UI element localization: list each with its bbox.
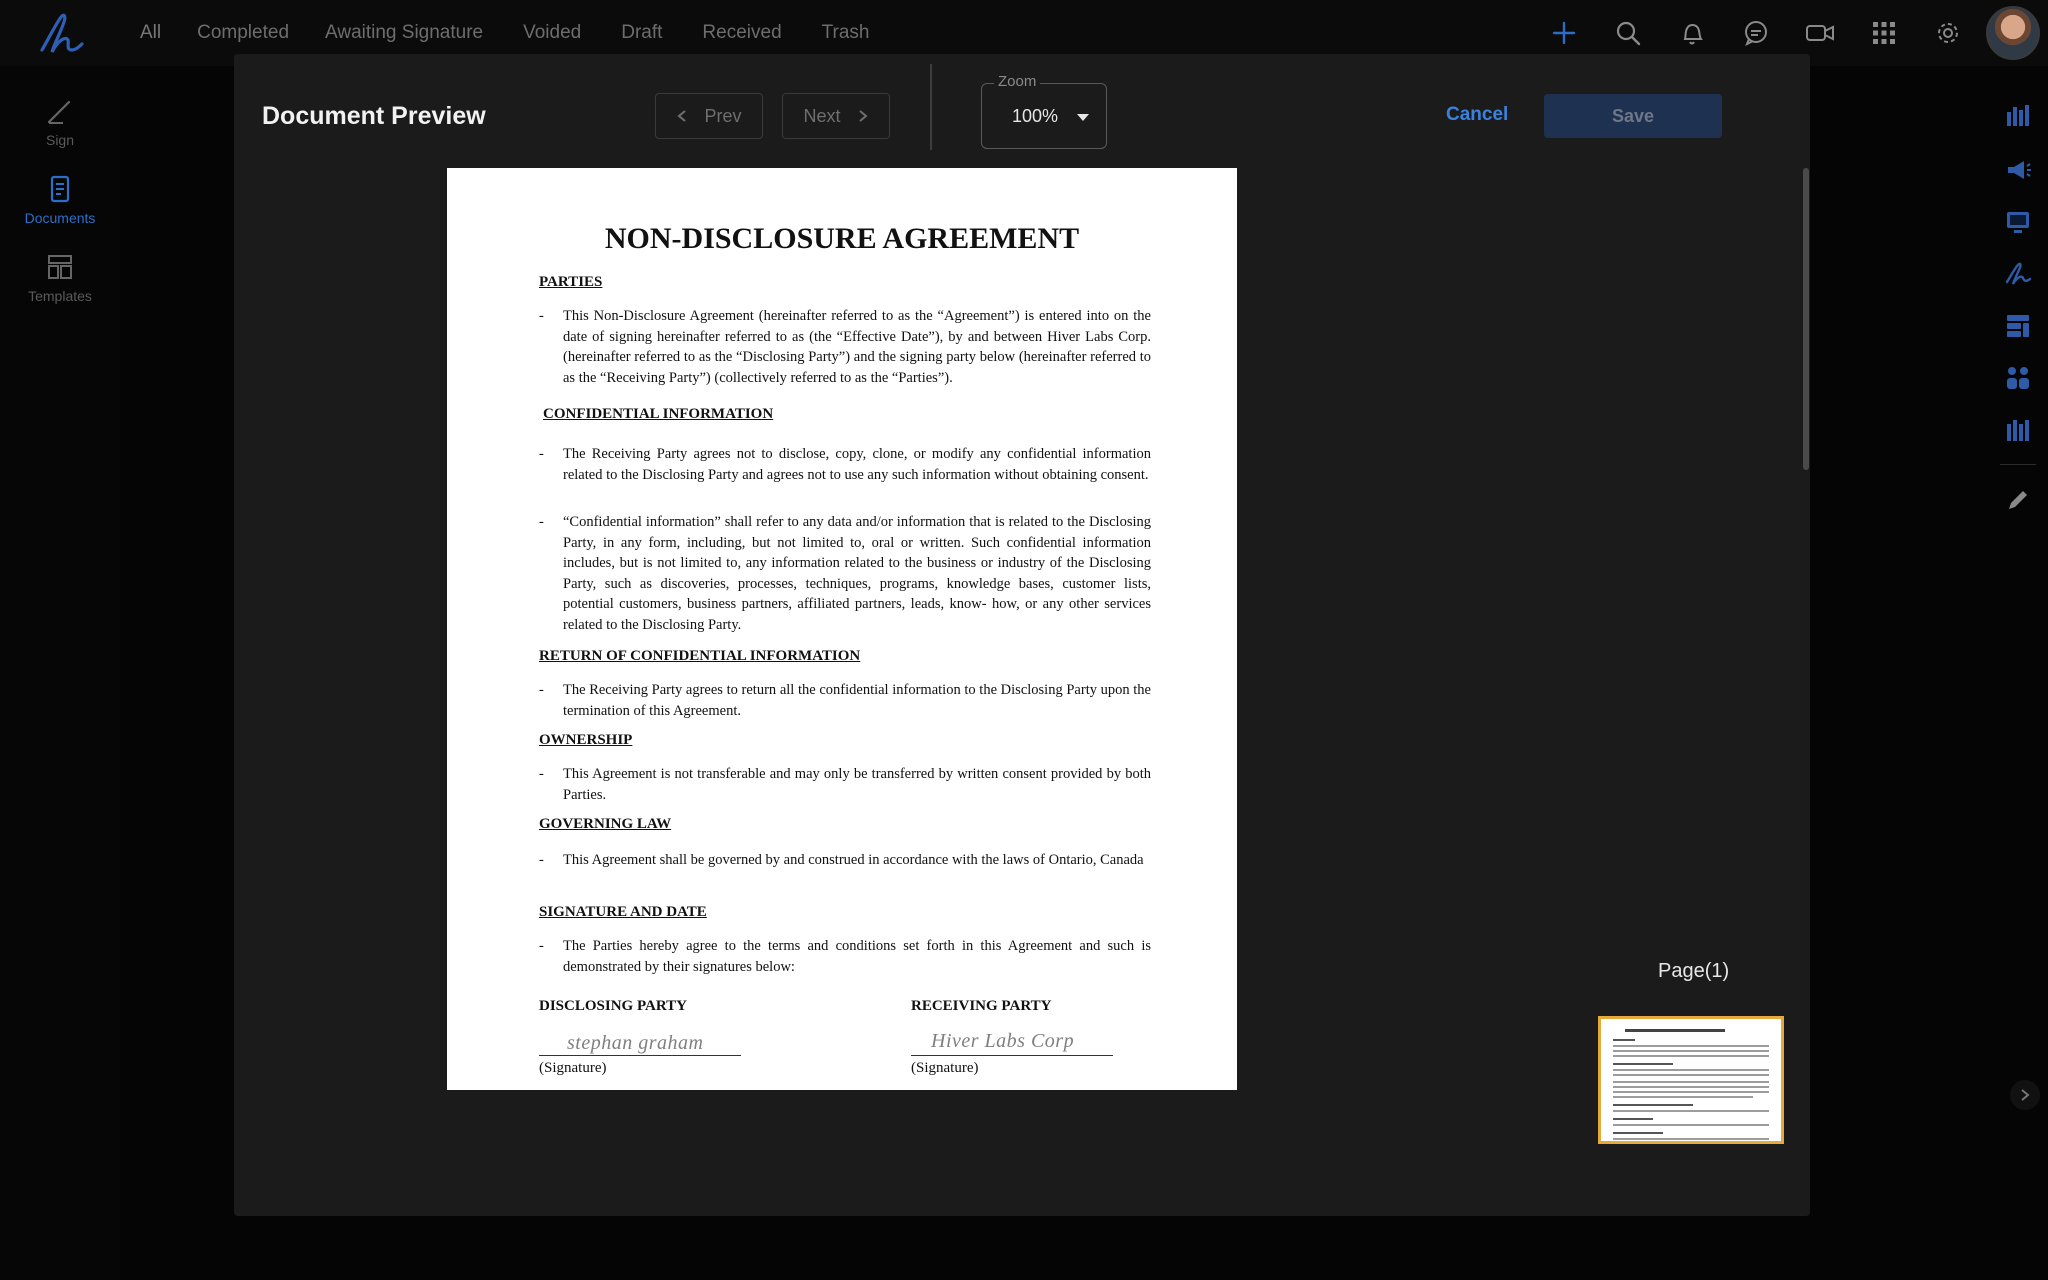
chevron-right-icon — [2019, 1088, 2031, 1102]
signature-caption: (Signature) — [911, 1060, 979, 1076]
bullet-dash: - — [539, 308, 544, 324]
monitor-icon[interactable] — [2004, 208, 2032, 236]
receiving-party-label: RECEIVING PARTY — [911, 998, 1052, 1014]
chat-bubble-icon — [1742, 19, 1770, 47]
gear-icon — [1934, 19, 1962, 47]
modal-title: Document Preview — [262, 102, 486, 130]
paragraph-text: This Agreement shall be governed by and construed in accordance with the laws of Ontario, Canada — [563, 852, 1144, 868]
tab-received[interactable]: Received — [702, 22, 782, 43]
page-indicator: Page(1) — [1658, 960, 1730, 982]
pen-icon — [45, 96, 75, 126]
rail-divider — [2000, 464, 2036, 465]
edit-pencil-icon[interactable] — [2004, 486, 2032, 514]
apps-grid-icon — [1871, 20, 1897, 46]
left-sidebar — [0, 66, 120, 1280]
bell-icon — [1678, 19, 1706, 47]
bullet-dash: - — [539, 514, 544, 530]
tab-voided[interactable]: Voided — [523, 22, 582, 43]
template-icon — [45, 252, 75, 282]
paragraph-text: This Agreement is not transferable and may only be transferred by written consent provided by both Parties. — [563, 766, 1151, 803]
paragraph — [539, 850, 1151, 871]
analytics-bars-icon[interactable] — [2004, 102, 2032, 130]
paragraph — [539, 764, 1151, 805]
cancel-button[interactable]: Cancel — [1446, 104, 1509, 125]
tab-draft[interactable]: Draft — [621, 22, 663, 43]
plus-icon — [1550, 19, 1578, 47]
expand-rail-button[interactable] — [2010, 1080, 2040, 1110]
toolbar-divider — [930, 64, 932, 150]
paragraph — [539, 936, 1151, 977]
bullet-dash: - — [539, 682, 544, 698]
tab-awaiting-signature[interactable]: Awaiting Signature — [325, 22, 484, 43]
section-heading: OWNERSHIP — [539, 732, 633, 748]
video-camera-icon — [1804, 19, 1836, 47]
paragraph-text: This Non-Disclosure Agreement (hereinafter referred to as the “Agreement”) is entered into on the date of signing hereinafter referred to as (the “Effective Date”), by and between Hiver Labs Corp. (hereinafter referred to as the “Disclosing Party”) and the signing party below (hereinafter referred to as the “Receiving Party”) (collectively referred to as the “Parties”). — [563, 308, 1151, 386]
bullet-dash: - — [539, 766, 544, 782]
settings-button[interactable] — [1916, 0, 1980, 66]
sidebar-item-documents[interactable] — [0, 174, 120, 226]
sidebar-item-label: Templates — [28, 288, 92, 304]
document-icon — [45, 174, 75, 204]
paragraph — [539, 444, 1151, 485]
document-page — [447, 168, 1237, 1090]
chevron-right-icon — [857, 109, 869, 123]
next-label: Next — [803, 105, 841, 126]
library-icon[interactable] — [2004, 416, 2032, 444]
signature-app-icon[interactable] — [2004, 260, 2032, 288]
section-heading: PARTIES — [539, 274, 603, 290]
paragraph-text: The Receiving Party agrees to return all the confidential information to the Disclosing Party upon the termination of this Agreement. — [563, 682, 1151, 719]
disclosing-party-label: DISCLOSING PARTY — [539, 998, 687, 1014]
signature-caption: (Signature) — [539, 1060, 607, 1076]
chevron-left-icon — [676, 109, 688, 123]
apps-button[interactable] — [1852, 0, 1916, 66]
next-page-button[interactable] — [782, 93, 890, 139]
section-heading: GOVERNING LAW — [539, 816, 672, 832]
zoom-label: Zoom — [994, 73, 1040, 90]
scrollbar-thumb[interactable] — [1803, 168, 1809, 470]
tab-trash[interactable]: Trash — [821, 22, 870, 43]
prev-label: Prev — [704, 105, 742, 126]
sidebar-item-sign[interactable] — [0, 96, 120, 148]
sidebar-item-templates[interactable] — [0, 252, 120, 304]
paragraph-text: “Confidential information” shall refer to any data and/or information that is related to the Disclosing Party, in any form, including, but not limited to, oral or written. Such confidential information includes, but is not limited to, any information related to the business or industry of the Disclosing Party, such as discoveries, processes, techniques, programs, knowledge bases, customer lists, potential customers, business partners, affiliated partners, leads, know- how, or any other services related to the Disclosing Party. — [563, 514, 1151, 633]
user-avatar[interactable] — [1986, 6, 2040, 60]
receiving-signature: Hiver Labs Corp — [931, 1030, 1075, 1052]
zoom-value: 100% — [1012, 106, 1059, 126]
paragraph — [539, 512, 1151, 635]
app-logo-icon[interactable] — [36, 10, 88, 58]
right-app-rail — [1988, 66, 2048, 1280]
caret-down-icon — [1077, 114, 1089, 121]
bullet-dash: - — [539, 446, 544, 462]
list-blocks-icon[interactable] — [2004, 312, 2032, 340]
section-heading: SIGNATURE AND DATE — [539, 904, 707, 920]
megaphone-icon[interactable] — [2004, 156, 2032, 184]
document-title: NON-DISCLOSURE AGREEMENT — [604, 222, 1080, 255]
paragraph-text: The Parties hereby agree to the terms and conditions set forth in this Agreement and such is demonstrated by their signatures below: — [563, 938, 1151, 975]
paragraph — [539, 306, 1151, 388]
section-heading: RETURN OF CONFIDENTIAL INFORMATION — [539, 648, 861, 664]
section-heading: CONFIDENTIAL INFORMATION — [543, 406, 774, 422]
paragraph — [539, 680, 1151, 721]
sidebar-item-label: Sign — [45, 132, 75, 148]
page-thumbnail[interactable] — [1598, 1016, 1784, 1144]
tab-all[interactable]: All — [140, 22, 162, 43]
tab-completed[interactable]: Completed — [197, 22, 290, 43]
zoom-select[interactable] — [981, 73, 1107, 149]
team-icon[interactable] — [2004, 364, 2032, 392]
search-icon — [1614, 19, 1642, 47]
bullet-dash: - — [539, 852, 544, 868]
bullet-dash: - — [539, 938, 544, 954]
sidebar-item-label: Documents — [24, 210, 96, 226]
prev-page-button[interactable] — [655, 93, 763, 139]
save-button[interactable]: Save — [1544, 94, 1722, 138]
paragraph-text: The Receiving Party agrees not to disclose, copy, clone, or modify any confidential information related to the Disclosing Party and agrees not to use any such information without obtaining consent. — [563, 446, 1151, 483]
disclosing-signature: stephan graham — [567, 1032, 704, 1054]
